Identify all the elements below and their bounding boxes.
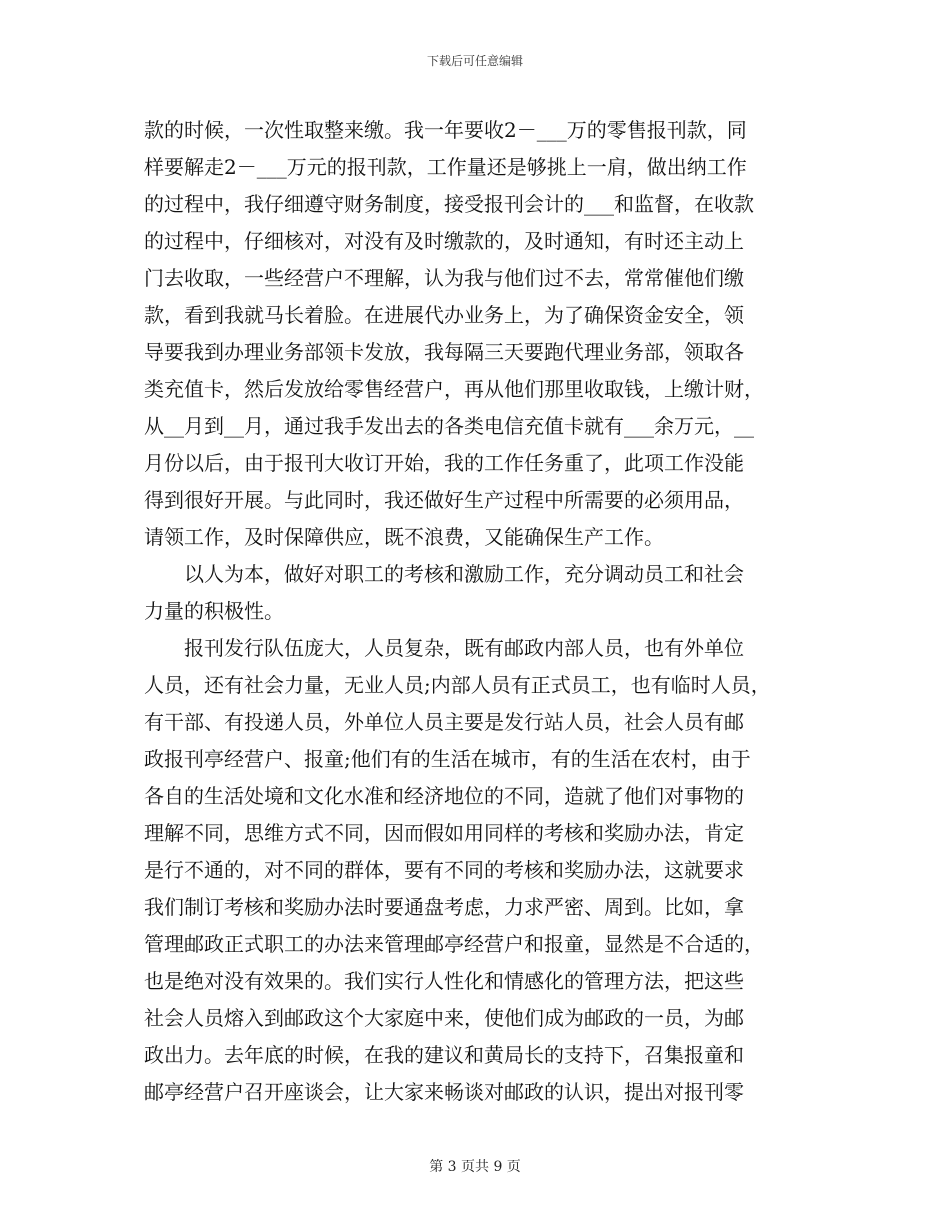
text-line: 样要解走2－___万元的报刊款，工作量还是够挑上一肩，做出纳工作: [144, 155, 747, 179]
text-line: 各自的生活处境和文化水准和经济地位的不同，造就了他们对事物的: [144, 784, 744, 808]
text-line: 得到很好开展。与此同时，我还做好生产过程中所需要的必须用品，: [144, 488, 744, 512]
paragraph-start-line: 以人为本，做好对职工的考核和激励工作，充分调动员工和社会: [184, 562, 744, 586]
text-line: 类充值卡，然后发放给零售经营户，再从他们那里收取钱，上缴计财，: [144, 377, 764, 401]
text-line: 理解不同，思维方式不同，因而假如用同样的考核和奖励办法，肯定: [144, 821, 744, 845]
paragraph-start-line: 报刊发行队伍庞大，人员复杂，既有邮政内部人员，也有外单位: [184, 636, 744, 660]
text-line: 有干部、有投递人员，外单位人员主要是发行站人员，社会人员有邮: [144, 710, 744, 734]
text-line: 款的时候，一次性取整来缴。我一年要收2－___万的零售报刊款，同: [144, 118, 747, 142]
text-line: 月份以后，由于报刊大收订开始，我的工作任务重了，此项工作没能: [144, 451, 744, 475]
text-line: 导要我到办理业务部领卡发放，我每隔三天要跑代理业务部，领取各: [144, 340, 744, 364]
page-number-footer: 第 3 页共 9 页: [429, 1159, 521, 1175]
text-line: 力量的积极性。: [144, 599, 284, 623]
text-line: 的过程中，我仔细遵守财务制度，接受报刊会计的___和监督，在收款: [144, 192, 754, 216]
text-line: 款，看到我就马长着脸。在进展代办业务上，为了确保资金安全，领: [144, 303, 744, 327]
text-line: 门去收取，一些经营户不理解，认为我与他们过不去，常常催他们缴: [144, 266, 744, 290]
text-line: 管理邮政正式职工的办法来管理邮亭经营户和报童，显然是不合适的，: [144, 932, 764, 956]
text-line: 人员，还有社会力量，无业人员;内部人员有正式员工，也有临时人员，: [144, 673, 771, 697]
text-line: 邮亭经营户召开座谈会，让大家来畅谈对邮政的认识，提出对报刊零: [144, 1080, 744, 1104]
text-line: 从__月到__月，通过我手发出去的各类电信充值卡就有___余万元，__: [144, 414, 754, 438]
text-line: 是行不通的，对不同的群体，要有不同的考核和奖励办法，这就要求: [144, 858, 744, 882]
text-line: 社会人员熔入到邮政这个大家庭中来，使他们成为邮政的一员，为邮: [144, 1006, 744, 1030]
body-text: [144, 112, 812, 1111]
text-line: 政出力。去年底的时候，在我的建议和黄局长的支持下，召集报童和: [144, 1043, 744, 1067]
text-line: 我们制订考核和奖励办法时要通盘考虑，力求严密、周到。比如，拿: [144, 895, 744, 919]
text-line: 的过程中，仔细核对，对没有及时缴款的，及时通知，有时还主动上: [144, 229, 744, 253]
text-line: 也是绝对没有效果的。我们实行人性化和情感化的管理方法，把这些: [144, 969, 744, 993]
text-line: 请领工作，及时保障供应，既不浪费，又能确保生产工作。: [144, 525, 664, 549]
text-line: 政报刊亭经营户、报童;他们有的生活在城市，有的生活在农村，由于: [144, 747, 751, 771]
page-header: 下载后可任意编辑: [426, 54, 523, 68]
